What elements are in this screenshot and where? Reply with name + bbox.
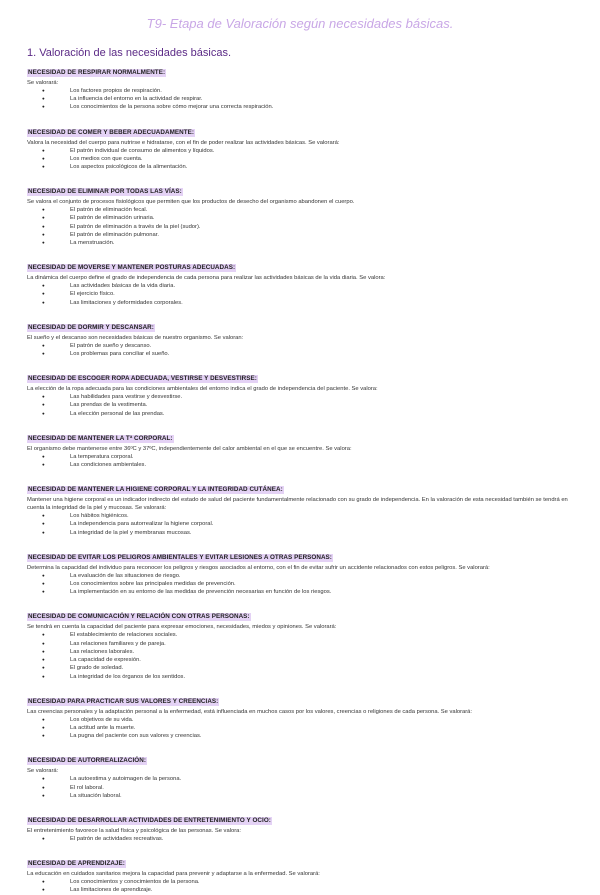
need-block xyxy=(27,367,573,418)
need-block-title: NECESIDAD DE AUTORREALIZACIÓN: xyxy=(28,757,146,765)
list-item: ● Las condiciones ambientales. xyxy=(27,461,573,469)
list-item: ● Los conocimientos y conocimientos de la persona. xyxy=(27,878,573,886)
list-item: ● La situación laboral. xyxy=(27,792,573,800)
list-item: ● La autoestima y autoimagen de la persona. xyxy=(27,775,573,783)
need-block-intro: Determina la capacidad del individuo para reconocer los peligros y riesgos asociados al entorno, con el fin de evitar sufrir un accidente relacionados con estos peligros. Se valorará: xyxy=(27,564,490,571)
need-block xyxy=(27,121,573,172)
list-item: ● La temperatura corporal. xyxy=(27,453,573,461)
need-block-intro: Mantener una higiene corporal es un indicador indirecto del estado de salud del paciente fundamentalmente relacionado con su grado de independencia. En la valoración de esta necesidad también se tendrá en cuenta la integridad de la piel y mucosas. Se valorará: xyxy=(27,497,568,512)
need-block-title: NECESIDAD DE MANTENER LA HIGIENE CORPORAL Y LA INTEGRIDAD CUTÁNEA: xyxy=(28,486,283,494)
list-item: ● Los factores propios de respiración. xyxy=(27,87,573,95)
list-item: ● El patrón de eliminación a través de la piel (sudor). xyxy=(27,223,573,231)
need-block xyxy=(27,180,573,247)
list-item: ● Los hábitos higiénicos. xyxy=(27,512,573,520)
list-item: ● Los aspectos psicológicos de la alimentación. xyxy=(27,163,573,171)
list-item: ● El ejercicio físico. xyxy=(27,290,573,298)
need-block-items xyxy=(27,572,573,597)
need-block-title: NECESIDAD DE MOVERSE Y MANTENER POSTURAS ADECUADAS: xyxy=(28,264,236,272)
list-item: ● La implementación en su entorno de las medidas de prevención necesarias en función de los riesgos. xyxy=(27,588,573,596)
need-block-intro: Se valorará: xyxy=(27,80,59,86)
need-block xyxy=(27,605,573,680)
document-title: T9- Etapa de Valoración según necesidades básicas. xyxy=(146,16,454,31)
need-block xyxy=(27,427,573,469)
need-block-items xyxy=(27,282,573,307)
list-item: ● Los problemas para conciliar el sueño. xyxy=(27,350,573,358)
need-block-intro: Se tendrá en cuenta la capacidad del paciente para expresar emociones, necesidades, miedos y opiniones. Se valorará: xyxy=(27,624,337,631)
list-item: ● El patrón de eliminación fecal. xyxy=(27,206,573,214)
list-item: ● La integridad de los órganos de los sentidos. xyxy=(27,673,573,681)
need-block-items xyxy=(27,512,573,537)
need-block xyxy=(27,256,573,307)
need-block-items xyxy=(27,342,573,358)
section-heading: 1. Valoración de las necesidades básicas. xyxy=(27,47,232,59)
list-item: ● La elección personal de las prendas. xyxy=(27,410,573,418)
need-block xyxy=(27,852,573,894)
need-block xyxy=(27,690,573,741)
list-item: ● El patrón de eliminación urinaria. xyxy=(27,214,573,222)
need-block-intro: Se valorará: xyxy=(27,768,59,775)
need-block-items xyxy=(27,87,573,112)
list-item: ● La actitud ante la muerte. xyxy=(27,724,573,732)
need-block xyxy=(27,546,573,597)
list-item: ● El establecimiento de relaciones sociales. xyxy=(27,631,573,639)
list-item: ● Las relaciones familiares y de pareja. xyxy=(27,640,573,648)
need-block-intro: El sueño y el descanso son necesidades básicas de nuestro organismo. Se valoran: xyxy=(27,334,244,341)
need-block-intro: El entretenimiento favorece la salud física y psicológica de las personas. Se valora: xyxy=(27,827,241,834)
list-item: ● Las relaciones laborales. xyxy=(27,648,573,656)
need-block-title: NECESIDAD DE DORMIR Y DESCANSAR: xyxy=(28,323,154,331)
need-block-intro: La dinámica del cuerpo define el grado de independencia de cada persona para realizar las actividades básicas de la vida diaria. Se valora: xyxy=(27,275,386,282)
list-item: ● La evaluación de las situaciones de riesgo. xyxy=(27,572,573,580)
need-block xyxy=(27,61,573,112)
list-item: ● Las limitaciones y deformidades corporales. xyxy=(27,299,573,307)
list-item: ● Los conocimientos de la persona sobre cómo mejorar una correcta respiración. xyxy=(27,103,573,111)
need-block-items xyxy=(27,775,573,800)
list-item: ● El rol laboral. xyxy=(27,784,573,792)
need-block xyxy=(27,478,573,537)
need-block-title: NECESIDAD DE MANTENER LA Tª CORPORAL: xyxy=(28,434,173,442)
need-block-title: NECESIDAD DE COMER Y BEBER ADECUADAMENTE: xyxy=(28,128,195,136)
need-block-title: NECESIDAD DE ESCOGER ROPA ADECUADA, VESTIRSE Y DESVESTIRSE: xyxy=(28,375,257,383)
list-item: ● El patrón de actividades recreativas. xyxy=(27,835,573,843)
list-item: ● Las habilidades para vestirse y desvestirse. xyxy=(27,393,573,401)
need-block xyxy=(27,809,573,843)
list-item: ● La influencia del entorno en la actividad de respirar. xyxy=(27,95,573,103)
list-item: ● Los conocimientos sobre las principales medidas de prevención. xyxy=(27,580,573,588)
list-item: ● Los objetivos de su vida. xyxy=(27,716,573,724)
need-block-items xyxy=(27,631,573,680)
need-block-title: NECESIDAD DE APRENDIZAJE: xyxy=(28,860,125,868)
need-block-title: NECESIDAD DE RESPIRAR NORMALMENTE: xyxy=(28,69,166,76)
need-block-title: NECESIDAD DE ELIMINAR POR TODAS LAS VÍAS: xyxy=(28,188,182,196)
need-block-intro: Las creencias personales y la adaptación personal a la enfermedad, está influenciada en muchos casos por los valores, creencias o religiones de cada persona. Se valorará: xyxy=(27,708,473,715)
list-item: ● Las limitaciones de aprendizaje. xyxy=(27,886,573,894)
need-block-title: NECESIDAD DE COMUNICACIÓN Y RELACIÓN CON OTRAS PERSONAS: xyxy=(28,613,250,621)
list-item: ● La pugna del paciente con sus valores y creencias. xyxy=(27,732,573,740)
need-block-items xyxy=(27,716,573,741)
need-block-title: NECESIDAD DE EVITAR LOS PELIGROS AMBIENTALES Y EVITAR LESIONES A OTRAS PERSONAS: xyxy=(28,553,332,561)
needs-list xyxy=(27,61,573,895)
list-item: ● El patrón de eliminación pulmonar. xyxy=(27,231,573,239)
need-block-items xyxy=(27,206,573,247)
list-item: ● El patrón individual de consumo de alimentos y líquidos. xyxy=(27,147,573,155)
list-item: ● La menstruación. xyxy=(27,239,573,247)
list-item: ● Las actividades básicas de la vida diaria. xyxy=(27,282,573,290)
need-block-title: NECESIDAD DE DESARROLLAR ACTIVIDADES DE ENTRETENIMIENTO Y OCIO: xyxy=(28,816,271,824)
need-block-items xyxy=(27,453,573,469)
need-block-items xyxy=(27,878,573,894)
list-item: ● La integridad de la piel y membranas mucosas. xyxy=(27,529,573,537)
list-item: ● El grado de soledad. xyxy=(27,664,573,672)
list-item: ● La capacidad de expresión. xyxy=(27,656,573,664)
list-item: ● La independencia para autorrealizar la higiene corporal. xyxy=(27,520,573,528)
list-item: ● El patrón de sueño y descanso. xyxy=(27,342,573,350)
need-block-intro: Valora la necesidad del cuerpo para nutrirse e hidratarse, con el fin de poder realizar las actividades básicas. Se valorará: xyxy=(27,139,340,146)
need-block-items xyxy=(27,393,573,418)
need-block-title: NECESIDAD PARA PRACTICAR SUS VALORES Y CREENCIAS: xyxy=(28,697,219,705)
need-block-intro: El organismo debe mantenerse entre 36ºC y 37ºC, independientemente del calor ambiental en el que se encuentre. Se valora: xyxy=(27,445,352,452)
list-item: ● Los medios con que cuenta. xyxy=(27,155,573,163)
need-block-intro: La elección de la ropa adecuada para las condiciones ambientales del entorno indica el grado de independencia del paciente. Se valora: xyxy=(27,386,378,393)
list-item: ● Las prendas de la vestimenta. xyxy=(27,401,573,409)
need-block xyxy=(27,316,573,358)
need-block-items xyxy=(27,147,573,172)
need-block-intro: Se valora el conjunto de procesos fisiológicos que permiten que los productos de desecho del organismo abandonen el cuerpo. xyxy=(27,199,355,206)
need-block-items xyxy=(27,835,573,843)
need-block xyxy=(27,749,573,800)
need-block-intro: La educación en cuidados sanitarios mejora la capacidad para prevenir y adaptarse a la enfermedad. Se valorará: xyxy=(27,871,320,878)
